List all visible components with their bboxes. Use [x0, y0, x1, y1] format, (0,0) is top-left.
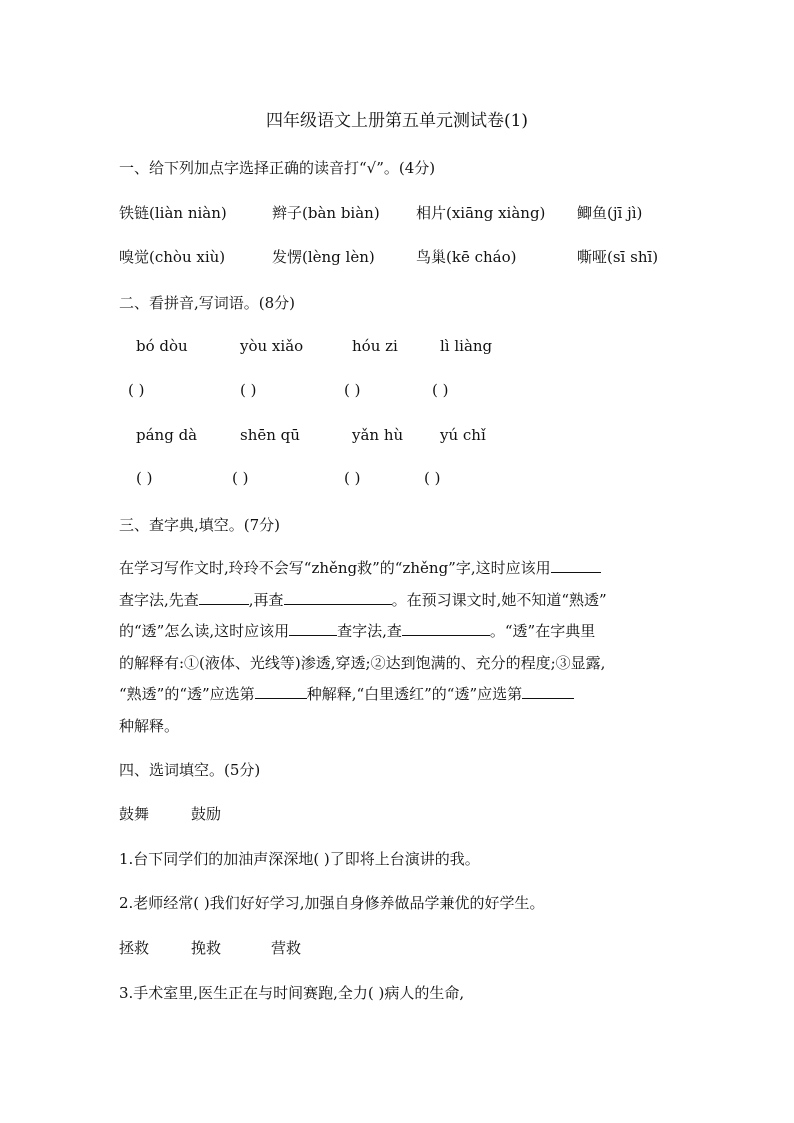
answer-blank[interactable]: ( ) — [232, 469, 249, 487]
option-item: 铁链(liàn niàn) — [119, 204, 227, 222]
word-option: 营救 — [271, 939, 302, 957]
paragraph-text: 查字法,查 — [337, 622, 402, 640]
pinyin-item: yǎn hù — [352, 426, 404, 444]
answer-blank[interactable]: ( ) — [344, 469, 361, 487]
paragraph-text: ,再查 — [248, 590, 284, 609]
page-title: 四年级语文上册第五单元测试卷(1) — [265, 111, 529, 131]
paragraph-text: 查字法,先查 — [119, 590, 199, 609]
option-item: 发愣(lèng lèn) — [272, 248, 375, 266]
paragraph-text: 种解释,“白里透红”的“透”应选第 — [306, 685, 523, 703]
paragraph-text: 在学习写作文时,玲玲不会写“zhěng救”的“zhěng”字,这时应该用 — [119, 559, 551, 577]
answer-blank[interactable]: ( ) — [240, 381, 257, 399]
paragraph-text: 。“透”在字典里 — [489, 622, 596, 640]
pinyin-item: páng dà — [136, 426, 198, 444]
paragraph-text: 的“透”怎么读,这时应该用 — [119, 622, 290, 640]
pinyin-item: shēn qū — [240, 426, 300, 444]
answer-blank[interactable]: ( ) — [432, 381, 449, 399]
fill-blank[interactable] — [551, 556, 601, 573]
pinyin-item: lì liàng — [440, 337, 493, 355]
fill-blank[interactable] — [284, 588, 392, 605]
option-item: 嘶哑(sī shī) — [577, 248, 659, 266]
fill-blank[interactable] — [522, 682, 574, 699]
option-item: 嗅觉(chòu xiù) — [119, 248, 226, 266]
answer-blank[interactable]: ( ) — [128, 381, 145, 399]
option-item: 鲫鱼(jī jì) — [577, 204, 643, 222]
paragraph-text: 的解释有:①(液体、光线等)渗透,穿透;②达到饱满的、充分的程度;③显露, — [119, 653, 606, 672]
pinyin-item: hóu zi — [352, 337, 398, 355]
option-item: 辫子(bàn biàn) — [272, 204, 380, 222]
paragraph-text: 种解释。 — [119, 716, 180, 735]
option-item: 鸟巢(kē cháo) — [416, 248, 517, 266]
word-option: 鼓励 — [191, 805, 222, 823]
option-item: 相片(xiāng xiàng) — [416, 204, 546, 222]
word-option: 挽救 — [191, 939, 222, 957]
paragraph-text: 。在预习课文时,她不知道“熟透” — [391, 590, 607, 609]
section-2-heading: 二、看拼音,写词语。(8分) — [119, 294, 296, 312]
word-option: 拯救 — [119, 939, 150, 957]
word-option: 鼓舞 — [119, 805, 150, 823]
question-3: 3.手术室里,医生正在与时间赛跑,全力( )病人的生命, — [119, 984, 465, 1002]
fill-blank[interactable] — [255, 682, 307, 699]
section-3-heading: 三、查字典,填空。(7分) — [119, 516, 281, 534]
fill-blank[interactable] — [402, 619, 490, 636]
answer-blank[interactable]: ( ) — [344, 381, 361, 399]
section-4-heading: 四、选词填空。(5分) — [119, 761, 261, 779]
pinyin-item: yú chǐ — [440, 426, 486, 444]
answer-blank[interactable]: ( ) — [424, 469, 441, 487]
paragraph-text: “熟透”的“透”应选第 — [119, 685, 255, 703]
section-3-paragraph — [119, 553, 679, 742]
fill-blank[interactable] — [199, 588, 249, 605]
answer-blank[interactable]: ( ) — [136, 469, 153, 487]
section-1-heading: 一、给下列加点字选择正确的读音打“√”。(4分) — [119, 159, 436, 177]
fill-blank[interactable] — [289, 619, 337, 636]
pinyin-item: yòu xiǎo — [240, 337, 304, 355]
question-2: 2.老师经常( )我们好好学习,加强自身修养做品学兼优的好学生。 — [119, 894, 545, 912]
pinyin-item: bó dòu — [136, 337, 188, 355]
question-1: 1.台下同学们的加油声深深地( )了即将上台演讲的我。 — [119, 850, 480, 868]
